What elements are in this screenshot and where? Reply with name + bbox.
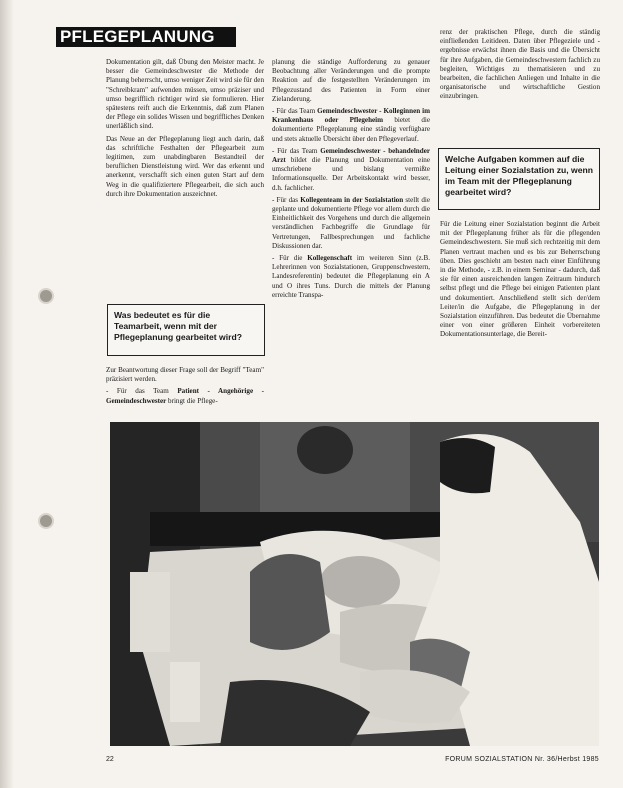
section-title: PFLEGEPLANUNG [56,27,236,47]
paragraph: renz der praktischen Pflege, durch die ständig einfließenden Leitideen. Daten über Pflegeziele und -ergebnisse erwächst ihnen die Basis und die Übersicht für ihre Aufgaben, die Gemeindeschwestern fachlich zu begleiten, Wichtiges zu thematisieren und zu bearbeiten, die fachlichen Anliegen und Inhalte in die organisatorische und wirtschaftliche Gestion einzubringen. [440,28,600,101]
column-1-text [106,58,264,202]
list-item: - Für das Team Patient - Angehörige - Gemeindeschwester bringt die Pflege- [106,387,264,405]
list-item: - Für das Team Gemeindeschwester - Kolleginnen im Krankenhaus oder Pflegeheim bietet die dokumentierte Pflegeplanung eine ständig verfügbare und stets aktuelle Übersicht über den Pflegeverlauf. [272,107,431,143]
list-item: - Für die Kollegenschaft im weiteren Sinn (z.B. Lehrerinnen von Sozialstationen, Gruppenschwestern, Landesreferentin) bedeutet die Pflegeplanung ein A und O ihres Tuns. Durch die mittels der Planung erreichte Transpa- [272,254,430,299]
photo-illustration [110,422,599,746]
page-number: 22 [106,756,114,763]
question-box-teamwork: Was bedeutet es für die Teamarbeit, wenn mit der Pflegeplanung gearbeitet wird? [107,304,265,356]
column-3-continued [440,220,600,343]
column-3-text [440,28,600,105]
list-item: - Für das Kollegenteam in der Sozialstation stellt die geplante und dokumentierte Pflege vor allem durch die Einheitlichkeit des Vorgehens und durch die allgemein verständlichen Fachbegriffe die Grundlage für Vertretungen, Fallbesprechungen und fachliche Diskussionen dar. [272,195,430,250]
paragraph: Zur Beantwortung dieser Frage soll der Begriff "Team" präzisiert werden. [106,366,264,384]
binder-hole-bottom [40,515,52,527]
paragraph: Das Neue an der Pflegeplanung liegt auch darin, daß das schriftliche Festhalten der Pflegearbeit zum legitimen, zum unabdingbaren Bestandteil der beruflichen Dienstleistung wird. Wer das erkennt und anerkennt, verschafft sich einen guten Start auf dem Weg in die qualifiziertere Pflegearbeit, die sich auch durch ihre Dokumentation auszeichnet. [106,134,264,198]
question-box-leadership: Welche Aufgaben kommen auf die Leitung einer Sozialstation zu, wenn im Team mit der Pflegeplanung gearbeitet wird? [438,148,600,210]
list-item: - Für das Team Gemeindeschwester - behandelnder Arzt bildet die Planung und Dokumentation eine umschriebene und bislang vermißte Informationsquelle. Der Arbeitskontakt wird besser, d.h. fachlicher. [272,146,430,192]
column-1-continued [106,366,264,409]
paragraph: Dokumentation gilt, daß Übung den Meister macht. Je besser die Gemeindeschwester die Methode der Planung beherrscht, umso weniger Zeit wird sie für den "Schreibkram" aufwenden müssen, umso präziser und umso begrifflich richtiger wird sie formulieren. Hier spätestens reift auch die Erkenntnis, daß zum Planen der Pflege ein solides Wissen und begriffliches Denken unerläßlich sind. [106,58,264,131]
list-item: planung die ständige Aufforderung zu genauer Beobachtung aller Veränderungen und die prompte Reaktion auf die festgestellten Veränderungen im Pflegezustand des Patienten in Form einer Zielanderung. [272,58,430,103]
paragraph: Für die Leitung einer Sozialstation beginnt die Arbeit mit der Pflegeplanung früher als für die pflegenden Gemeindeschwestern. Sie muß sich rechtzeitig mit dem Planen vertraut machen und es bis zur Beherrschung üben. Dies geschieht am besten nach einer Einführung in die Methode, - z.B. in einem Seminar - dadurch, daß sie für einen ausreichenden langen Zeitraum hindurch selbst pflegt und die Pflege bei einigen Patienten plant und dokumentiert. Anschließend stellt sich der/dem Leiter/in die Aufgabe, die Pflegeplanung in der Sozialstation einzuführen. Das bedeutet die Übernahme einer von einer größeren Einheit vorbereiteten Dokumentationsunterlage, die Bereit- [440,220,600,339]
publication-footer: FORUM SOZIALSTATION Nr. 36/Herbst 1985 [445,756,599,763]
column-2-text [272,58,430,303]
photo-nurse-at-bedside [110,422,599,746]
page-edge-shadow [0,0,14,788]
binder-hole-top [40,290,52,302]
